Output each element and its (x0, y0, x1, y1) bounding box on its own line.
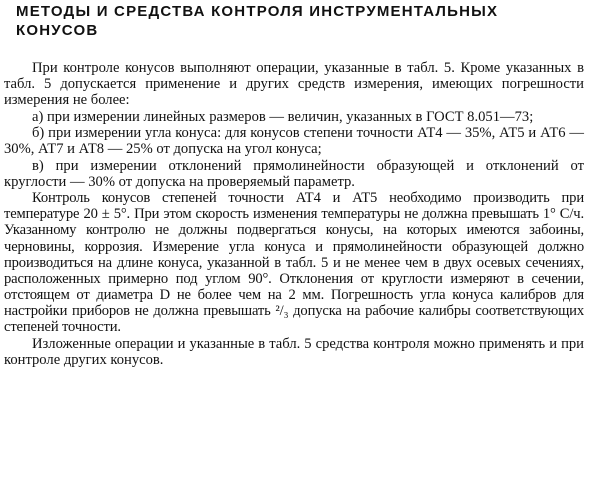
document-body (4, 60, 584, 368)
paragraph-conclusion: Изложенные операции и указанные в табл. 5 средства контроля можно применять и при контроле других конусов. (4, 335, 584, 368)
paragraph-item-b: б) при измерении угла конуса: для конусов степени точности АТ4 — 35%, АТ5 и АТ6 — 30%, АТ7 и АТ8 — 25% от допуска на угол конуса; (4, 125, 584, 158)
paragraph-item-v: в) при измерении отклонений прямолинейности образующей и отклонений от круглости — 30% от допуска на проверяемый параметр. (4, 158, 584, 191)
paragraph-intro: При контроле конусов выполняют операции, указанные в табл. 5. Кроме указанных в табл. 5 допускается применение и других средств измерения, имеющих погрешности измерения не более: (4, 60, 584, 109)
paragraph-control-conditions: Контроль конусов степеней точности АТ4 и АТ5 необходимо производить при температуре 20 ± 5°. При этом скорость изменения температуры не должна превышать 1° С/ч. Указанному контролю не должны подвергаться конусы, на которых имеются забоины, черновины, коррозия. Измерение угла конуса и прямолинейности образующей должно производиться на длине конуса, указанной в табл. 5 и не менее чем в двух осевых сечениях, расположенных примерно под углом 90°. Отклонения от круглости измеряют в сечении, отстоящем от диаметра D не более чем на 2 мм. Погрешность угла конуса калибров для настройки приборов не должна превышать ²/₃ допуска на рабочие калибры соответствующих степеней точности. (4, 190, 584, 335)
section-title: МЕТОДЫ И СРЕДСТВА КОНТРОЛЯ ИНСТРУМЕНТАЛЬНЫХ КОНУСОВ (16, 3, 499, 39)
paragraph-item-a: а) при измерении линейных размеров — величин, указанных в ГОСТ 8.051—73; (32, 108, 534, 125)
document-page (4, 2, 584, 368)
